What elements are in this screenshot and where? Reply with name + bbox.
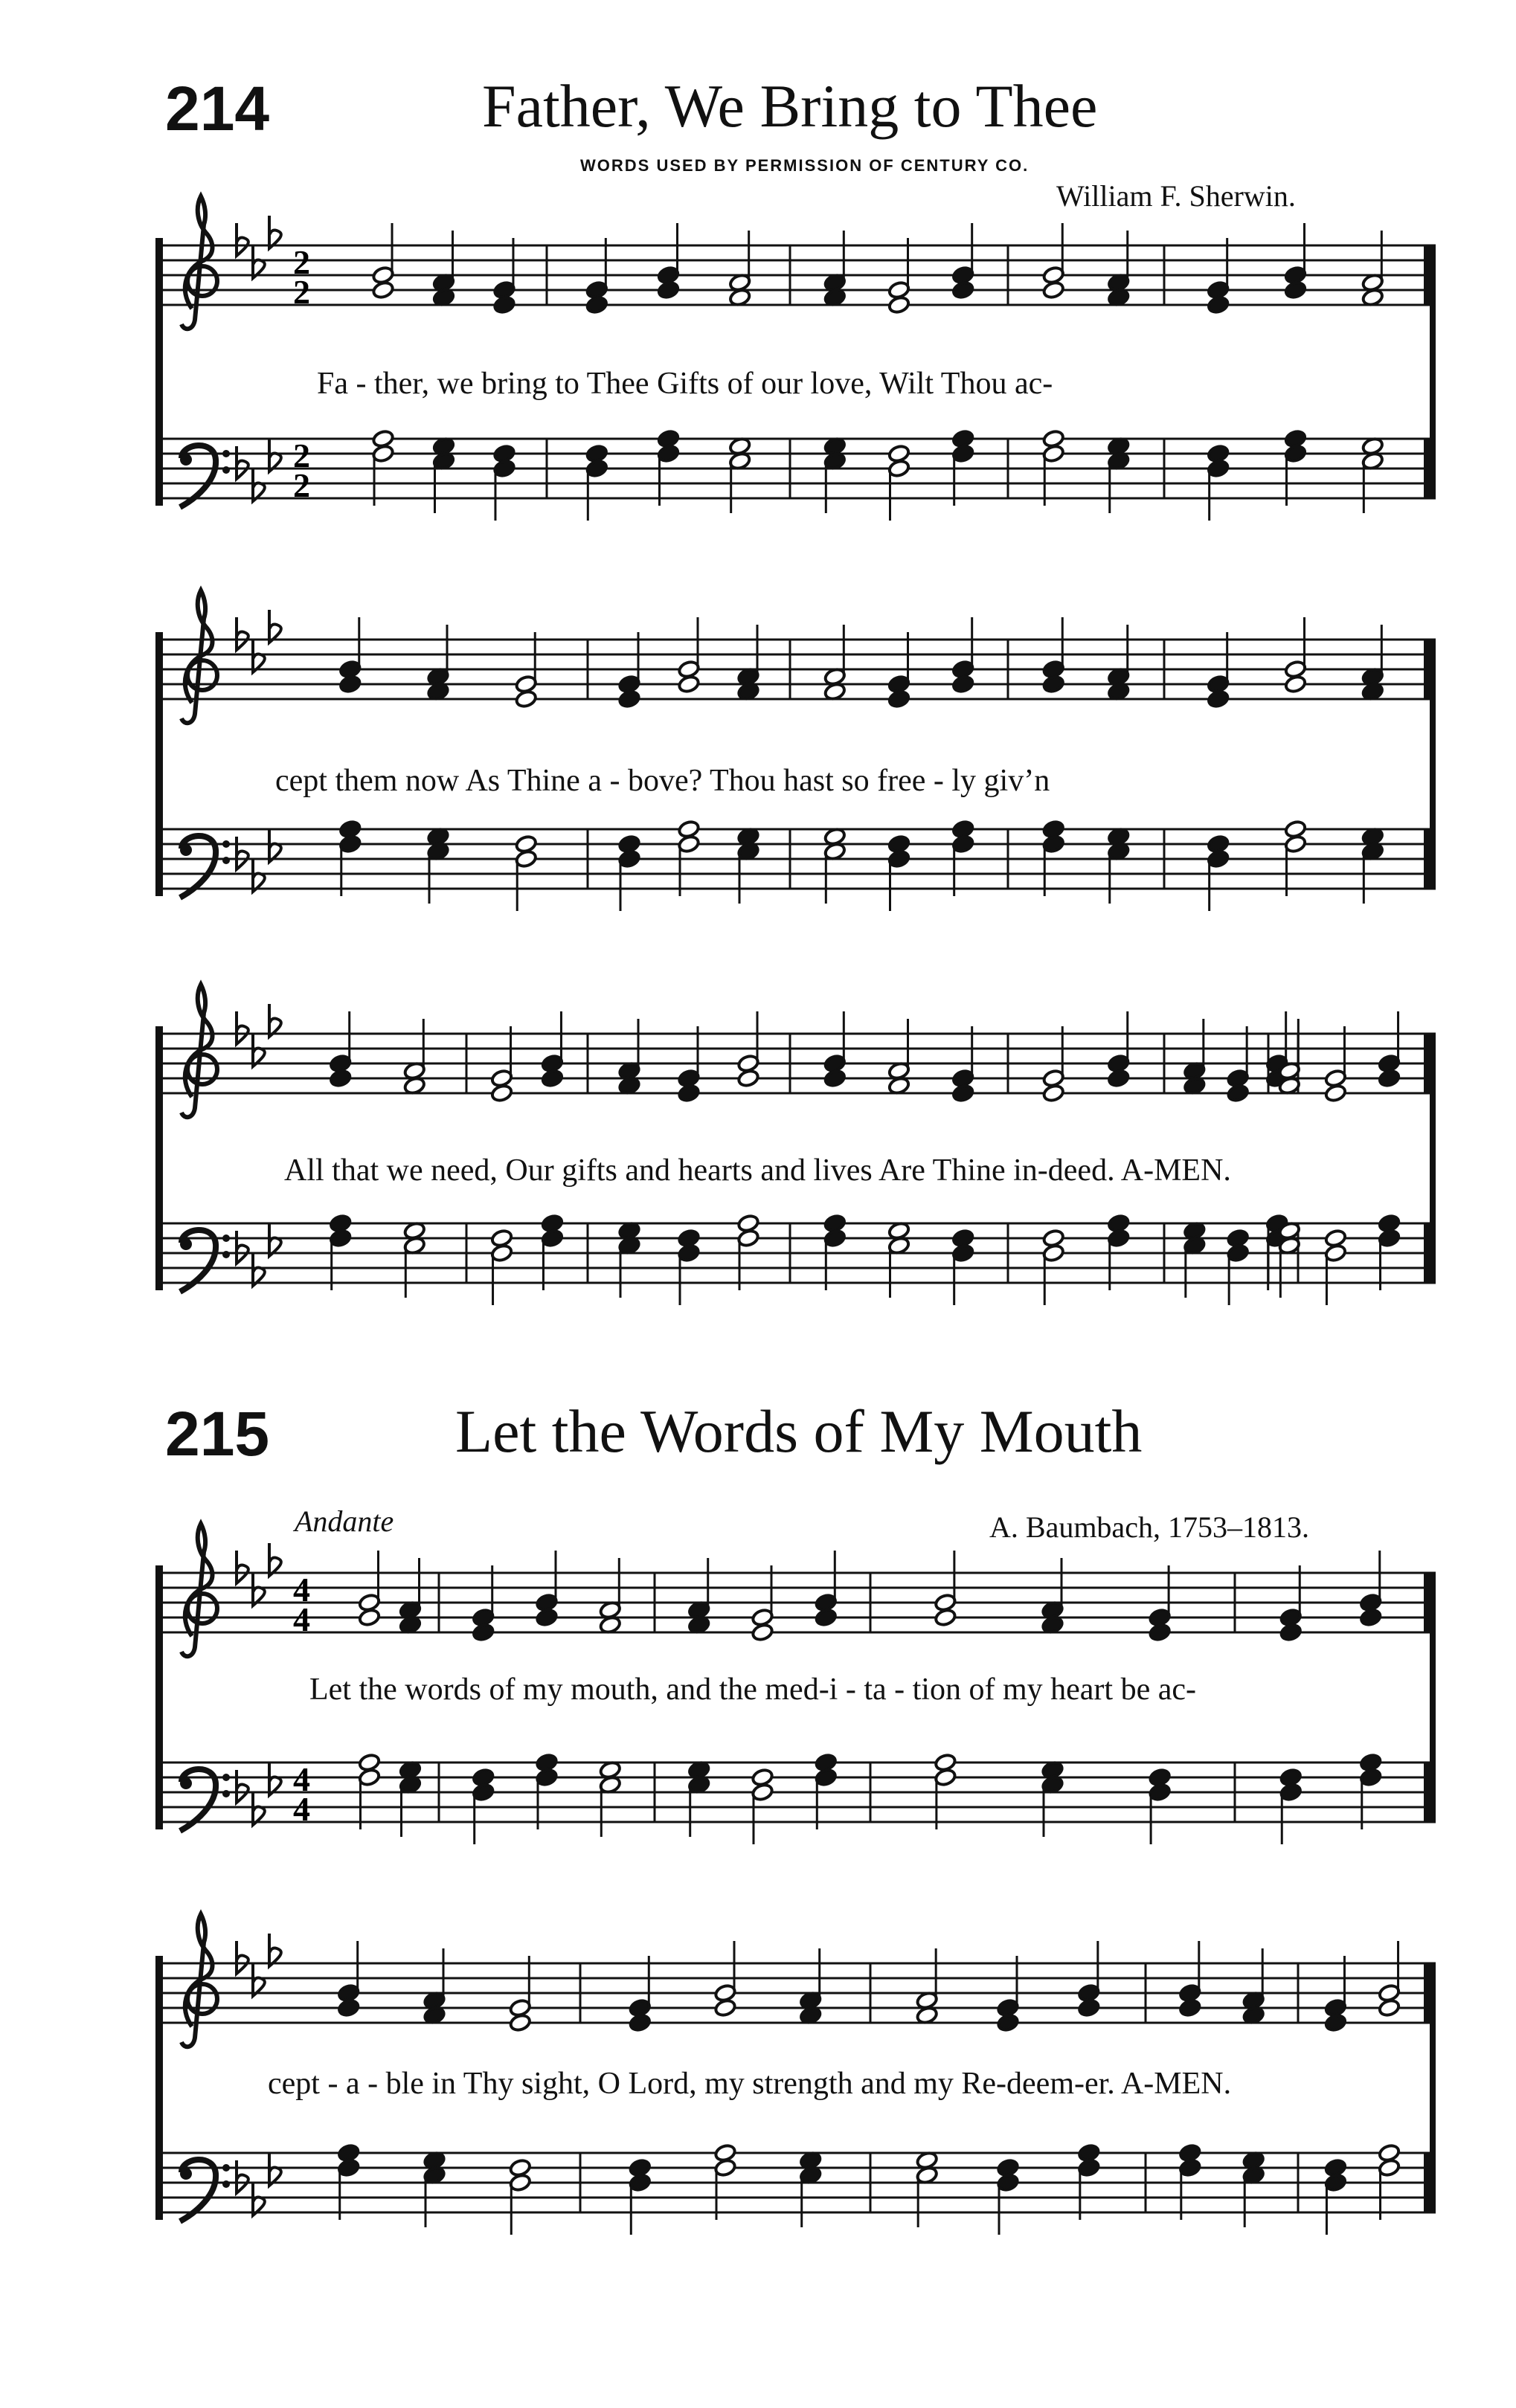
lyric-line-214-1: Fa - ther, we bring to Thee Gifts of our love, Wilt Thou ac-	[317, 367, 1053, 401]
lyric-line-215-1: Let the words of my mouth, and the med-i - ta - tion of my heart be ac-	[309, 1673, 1196, 1707]
svg-text:2: 2	[293, 466, 310, 504]
svg-text:4: 4	[293, 1600, 310, 1638]
hymn-number-215: 215	[165, 1399, 270, 1469]
author-215: A. Baumbach, 1753–1813.	[989, 1510, 1309, 1544]
tempo-marking: Andante	[295, 1504, 394, 1538]
lyric-line-214-3: All that we need, Our gifts and hearts and lives Are Thine in-deed. A-MEN.	[284, 1153, 1231, 1188]
svg-text:2: 2	[293, 243, 310, 281]
svg-text:4: 4	[293, 1760, 310, 1798]
svg-text:2: 2	[293, 437, 310, 474]
svg-text:2: 2	[293, 273, 310, 311]
hymn-title-214: Father, We Bring to Thee	[482, 72, 1098, 140]
svg-text:4: 4	[293, 1571, 310, 1609]
hymn-title-215: Let the Words of My Mouth	[455, 1397, 1143, 1465]
lyric-line-214-2: cept them now As Thine a - bove? Thou hast so free - ly giv’n	[275, 764, 1050, 798]
author-214: William F. Sherwin.	[1056, 179, 1296, 213]
lyric-line-215-2: cept - a - ble in Thy sight, O Lord, my strength and my Re-deem-er. A-MEN.	[268, 2067, 1232, 2101]
svg-text:4: 4	[293, 1790, 310, 1828]
hymn-number-214: 214	[165, 74, 270, 144]
permission-note: WORDS USED BY PERMISSION OF CENTURY CO.	[580, 156, 1030, 175]
